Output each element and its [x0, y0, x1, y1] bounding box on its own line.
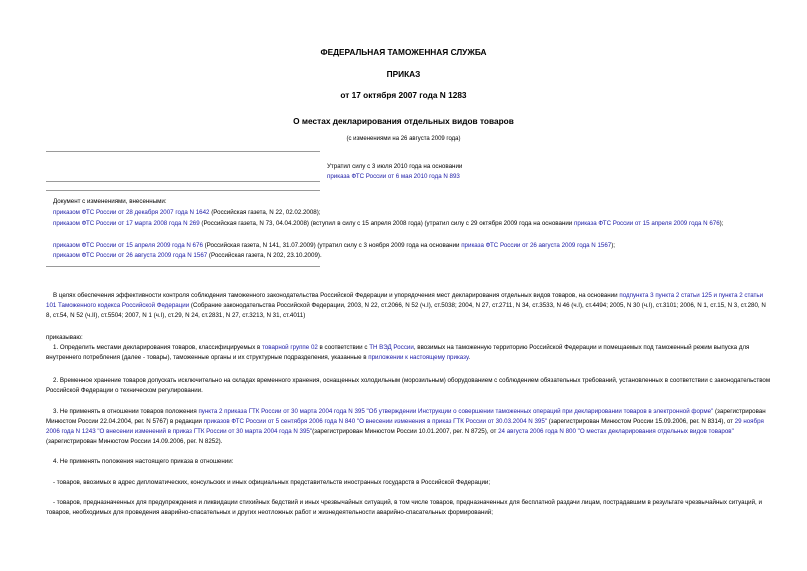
changes-intro: Документ с изменениями, внесенными: [53, 198, 167, 205]
changes-item-4-link[interactable]: приказом ФТС России от 26 августа 2009 года N 1567 [53, 252, 208, 259]
document-title: О местах декларирования отдельных видов товаров [293, 116, 514, 126]
preamble-paragraph [46, 291, 771, 321]
clause-1 [46, 343, 771, 363]
clause-1-text-b: в соответствии с [317, 344, 370, 351]
changes-item-2-tail: ); [719, 220, 724, 227]
status-line: Утратил силу с 3 июля 2010 года на основании [327, 163, 463, 170]
changes-item-3-tail: ); [611, 242, 616, 249]
changes-item-4 [53, 251, 773, 261]
clause-4-item-2: - товаров, предназначенных для предупреждения и ликвидации стихийных бедствий и иных чрезвычайных ситуаций, в том числе товаров, предназначенных для бесплатной раздачи лицам, пострадавшим в результате чрезвычайных ситуаций, и товаров, необходимых для проведения аварийно-спасательных и других неотложных работ и жизнедеятельности аварийно-спасательных формирований; [46, 499, 762, 516]
amended-note: (с изменениями на 26 августа 2009 года) [346, 136, 461, 142]
customs-code-link[interactable]: подпункта 3 пункта 2 статьи 125 и пункта 2 статьи 101 Таможенного кодекса Российской Федерации [46, 292, 764, 309]
doc-type-heading: ПРИКАЗ [386, 69, 421, 79]
order-800-link[interactable]: 24 августа 2006 года N 800 "О местах декларирования отдельных видов товаров" [498, 428, 734, 435]
clause-3-text-b: (зарегистрирован Минюстом России 22.04.2004, рег. N 5767) в редакции [46, 408, 766, 425]
clause-4: 4. Не применять положения настоящего приказа в отношении: [53, 458, 234, 465]
changes-item-1 [53, 208, 773, 218]
gtk-order-395-link[interactable]: пункта 2 приказа ГТК России от 30 марта 2004 года N 395 "Об утверждении Инструкции о совершении таможенных операций при декларировании товаров в электронной форме" [198, 408, 714, 415]
clause-3-text-a: 3. Не применять в отношении товаров положения [53, 408, 199, 415]
clause-1-text-a: 1. Определить местами декларирования товаров, классифицируемых в [53, 344, 263, 351]
tn-ved-link[interactable]: ТН ВЭД России [369, 344, 414, 351]
clause-1-text-c: , ввозимых на таможенную территорию Российской Федерации и помещаемых под таможенный режим выпуска для внутреннего потребления (далее - товары), таможенные органы и их структурные подразделения, указанные в [46, 344, 750, 361]
changes-item-3-text: (Российская газета, N 141, 31.07.2009) (утратил силу с 3 ноября 2009 года на основании [202, 242, 462, 249]
clause-3-text-c: (зарегистрирован Минюстом России 15.09.2006, рег. N 8314), от [546, 418, 735, 425]
status-repeal-link[interactable]: приказа ФТС России от 6 мая 2010 года N 893 [327, 173, 460, 180]
changes-item-2-text: (Российская газета, N 73, 04.04.2008) (вступил в силу с 15 апреля 2008 года) (утратил силу с 29 октября 2009 года на основании [199, 220, 574, 227]
fts-order-840-link[interactable]: приказов ФТС России от 5 сентября 2006 года N 840 "О внесении изменения в приказ ГТК России от 30.03.2004 N 395" [203, 418, 547, 425]
agency-heading: ФЕДЕРАЛЬНАЯ ТАМОЖЕННАЯ СЛУЖБА [320, 47, 487, 57]
clause-3-text-e: (зарегистрирован Минюстом России 14.09.2006, рег. N 8252). [46, 438, 223, 445]
changes-item-1-link[interactable]: приказом ФТС России от 28 декабря 2007 года N 1642 [53, 209, 210, 216]
changes-item-2-link-repeal[interactable]: приказа ФТС России от 15 апреля 2009 года N 676 [573, 220, 720, 227]
changes-item-3-link-repeal[interactable]: приказа ФТС России от 26 августа 2009 года N 1567 [461, 242, 612, 249]
clause-4-item-1: - товаров, ввозимых в адрес дипломатических, консульских и иных официальных представительств иностранных государств в Российской Федерации; [53, 479, 491, 486]
clause-3 [46, 407, 771, 447]
order-1243-link[interactable]: 29 ноября 2006 года N 1243 "О внесении изменений в приказ ГТК России от 30 марта 2004 года N 395" [46, 418, 764, 435]
changes-item-1-text: (Российская газета, N 22, 02.02.2008); [209, 209, 321, 216]
product-group-link[interactable]: товарной группе 02 [262, 344, 318, 351]
order-word: приказываю: [46, 334, 83, 341]
divider-changes-bottom [46, 266, 320, 267]
preamble-text-end: (Собрание законодательства Российской Федерации, 2003, N 22, ст.2066, N 52 (ч.I), ст.5038; 2004, N 27, ст.2711, N 34, ст.3533, N 46 (ч.I), ст.4494; 2005, N 30 (ч.I), ст.3101; 2006, N 1, ст.15, N 3, ст.280, N 8, ст.54, N 52 (ч.II), ст.5504; 2007, N 1 (ч.I), ст.29, N 24, ст.2831, N 27, ст.3213, N 31, ст.4011) [46, 302, 766, 319]
clause-3-text-d: (зарегистрирован Минюстом России 10.01.2007, рег. N 8725), от [312, 428, 499, 435]
date-number-heading: от 17 октября 2007 года N 1283 [340, 90, 467, 100]
clause-2: 2. Временное хранение товаров допускать исключительно на складах временного хранения, оснащенных холодильным (морозильным) оборудованием с соблюдением обязательных требований, установленных в соответствии с законодательством Российской Федерации о техническом регулировании. [46, 377, 771, 394]
divider-middle [46, 181, 320, 182]
clause-1-text-d: . [468, 354, 471, 361]
changes-item-3-link[interactable]: приказом ФТС России от 15 апреля 2009 года N 676 [53, 242, 203, 249]
appendix-link[interactable]: приложении к настоящему приказу [368, 354, 469, 361]
divider-changes-top [46, 190, 320, 191]
changes-item-2 [46, 219, 771, 229]
changes-item-4-text: (Российская газета, N 202, 23.10.2009). [207, 252, 322, 259]
divider-top [46, 151, 320, 152]
changes-item-2-link[interactable]: приказом ФТС России от 17 марта 2008 года N 269 [53, 220, 200, 227]
preamble-text-start: В целях обеспечения эффективности контроля соблюдения таможенного законодательства Российской Федерации и упорядочения мест декларирования отдельных видов товаров, на основании [53, 292, 620, 299]
changes-item-3 [53, 241, 773, 251]
